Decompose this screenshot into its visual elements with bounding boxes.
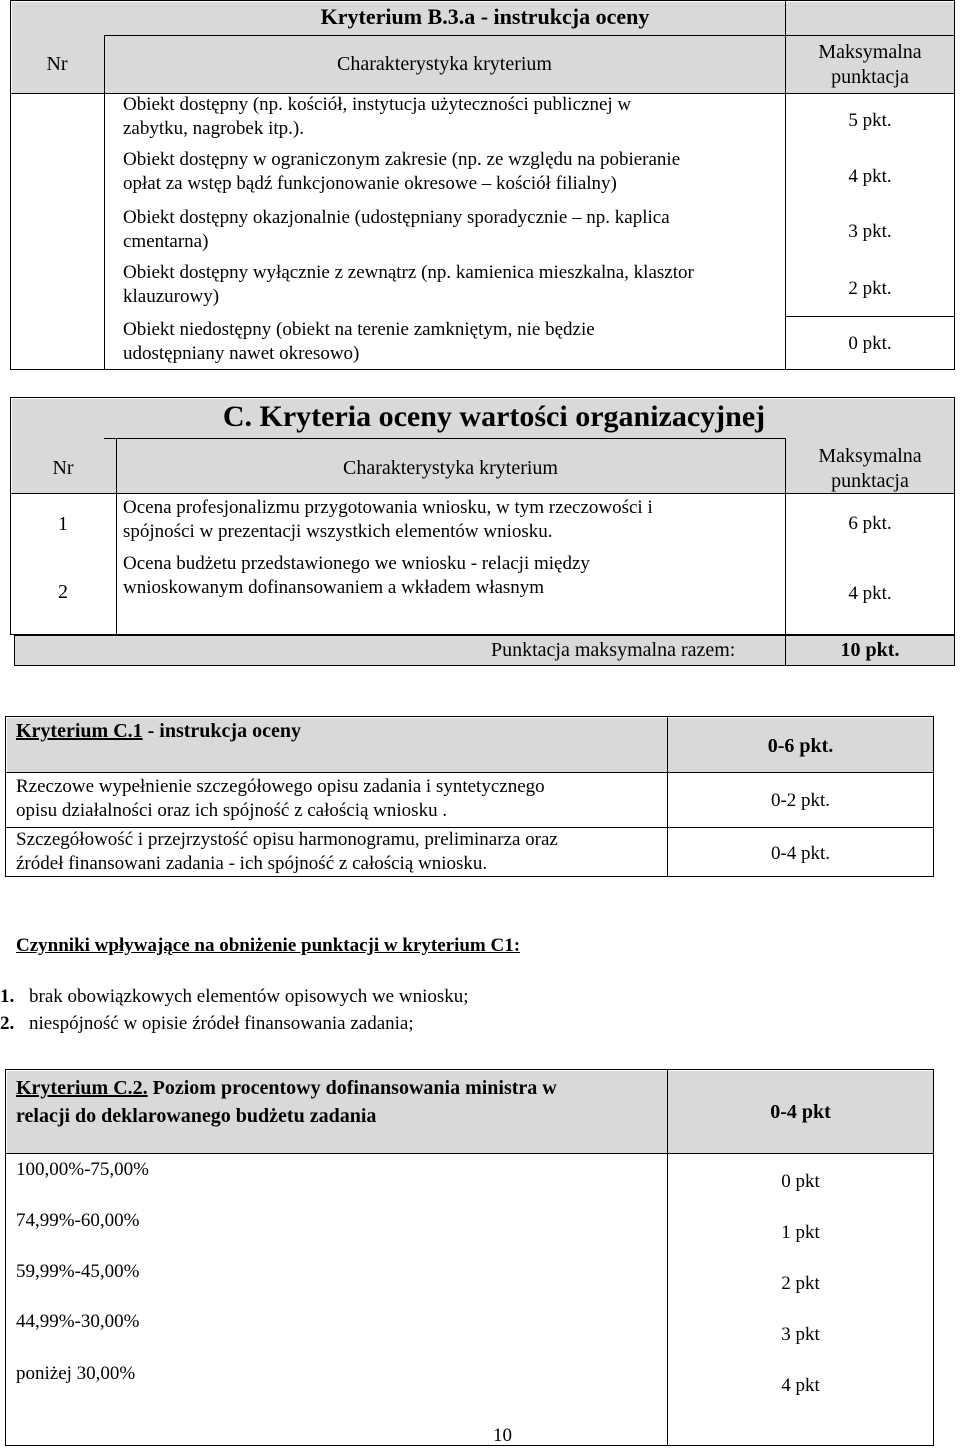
range-points: 3 pkt [781,1324,820,1345]
criterion-c2-title-ref: Kryterium C.2. [16,1077,148,1099]
factor-text: niespójność w opisie źródeł finansowania zadania; [29,1013,414,1034]
range-label: poniżej 30,00% [16,1363,136,1384]
total-value: 10 pkt. [840,639,900,661]
row-text-line1: Ocena profesjonalizmu przygotowania wniosku, w tym rzeczowości i [123,497,653,518]
row-text-line2: wnioskowanym dofinansowaniem a wkładem własnym [123,577,545,598]
factor-item [0,985,469,1009]
row-points: 2 pkt. [848,278,892,299]
col-max-header-line2: punktacja [831,66,909,88]
range-points: 2 pkt [781,1273,820,1294]
row-text-line1: Obiekt dostępny w ograniczonym zakresie (np. ze względu na pobieranie [123,149,681,170]
col-characteristic-header: Charakterystyka kryterium [337,53,552,75]
criterion-b-row [123,206,670,254]
criterion-c2-title-rest: Poziom procentowy dofinansowania ministra w [147,1077,557,1099]
criterion-b-row [123,261,694,309]
row-number: 2 [58,581,68,603]
col-nr-header: Nr [52,457,74,479]
row-number: 1 [58,513,68,535]
col-max-header-line2: punktacja [831,470,909,492]
col-characteristic-header: Charakterystyka kryterium [343,457,558,479]
row-text-line2: udostępniany nawet okresowo) [123,343,360,364]
criterion-c2-title-line2: relacji do deklarowanego budżetu zadania [16,1105,377,1127]
row-points: 6 pkt. [848,513,892,534]
factor-number: 1. [0,986,15,1007]
criterion-c2-range: 0-4 pkt [770,1101,831,1123]
row-text-line2: cmentarna) [123,231,209,252]
row-points: 3 pkt. [848,221,892,242]
row-text-line1: Obiekt dostępny okazjonalnie (udostępniany sporadycznie – np. kaplica [123,207,670,228]
factor-text: brak obowiązkowych elementów opisowych we wniosku; [29,986,469,1007]
criterion-c1-title [16,719,301,744]
criterion-c1-title-rest: - instrukcja oceny [142,720,301,742]
criteria-c-row [123,496,653,544]
col-nr-header: Nr [46,53,68,75]
col-max-header [785,444,955,494]
row-points: 4 pkt. [848,166,892,187]
range-label: 59,99%-45,00% [16,1261,140,1282]
criterion-b-row [123,318,595,366]
row-text-line1: Obiekt dostępny wyłącznie z zewnątrz (np. kamienica mieszkalna, klasztor [123,262,694,283]
criteria-c-row [123,552,590,600]
factor-item [0,1012,414,1036]
row-text-line1: Obiekt niedostępny (obiekt na terenie zamkniętym, nie będzie [123,319,595,340]
range-label: 100,00%-75,00% [16,1159,149,1180]
row-text-line2: opłat za wstęp bądź funkcjonowanie okresowe – kościół filialny) [123,173,617,194]
page-number: 10 [493,1425,512,1446]
row-points: 0-4 pkt. [770,843,831,864]
row-points: 4 pkt. [848,583,892,604]
criterion-c1-row [16,775,545,823]
criterion-b-row [123,148,680,196]
col-max-header-line1: Maksymalna [818,41,922,63]
range-points: 0 pkt [781,1171,820,1192]
row-text-line2: klauzurowy) [123,286,220,307]
factor-number: 2. [0,1013,15,1034]
col-max-header-line1: Maksymalna [818,445,922,467]
range-points: 4 pkt [781,1375,820,1396]
range-label: 44,99%-30,00% [16,1311,140,1332]
row-points: 5 pkt. [848,110,892,131]
row-text-line2: spójności w prezentacji wszystkich elementów wniosku. [123,521,553,542]
row-text-line2: źródeł finansowani zadania - ich spójność z całością wniosku. [16,853,488,874]
row-text-line1: Ocena budżetu przedstawionego we wniosku - relacji między [123,553,590,574]
criteria-c-title: C. Kryteria oceny wartości organizacyjnej [222,400,766,433]
criterion-b-title: Kryterium B.3.a - instrukcja oceny [320,4,650,29]
row-text-line2: zabytku, nagrobek itp.). [123,118,304,139]
criterion-c2-title [16,1074,557,1130]
criterion-c1-range: 0-6 pkt. [767,735,834,757]
row-text-line1: Obiekt dostępny (np. kościół, instytucja użyteczności publicznej w [123,94,632,115]
row-text-line1: Szczegółowość i przejrzystość opisu harmonogramu, preliminarza oraz [16,829,558,850]
total-label: Punktacja maksymalna razem: [491,639,736,661]
row-text-line2: opisu działalności oraz ich spójność z całością wniosku . [16,800,448,821]
criterion-b-row [123,93,631,141]
row-points: 0-2 pkt. [770,790,831,811]
criterion-c1-row [16,828,558,876]
range-label: 74,99%-60,00% [16,1210,140,1231]
row-text-line1: Rzeczowe wypełnienie szczegółowego opisu zadania i syntetycznego [16,776,545,797]
col-max-header [785,40,955,90]
range-points: 1 pkt [781,1222,820,1243]
factors-title: Czynniki wpływające na obniżenie punktacji w kryterium C1: [16,935,521,956]
row-points: 0 pkt. [848,333,892,354]
criterion-c1-title-ref: Kryterium C.1 [16,720,143,742]
